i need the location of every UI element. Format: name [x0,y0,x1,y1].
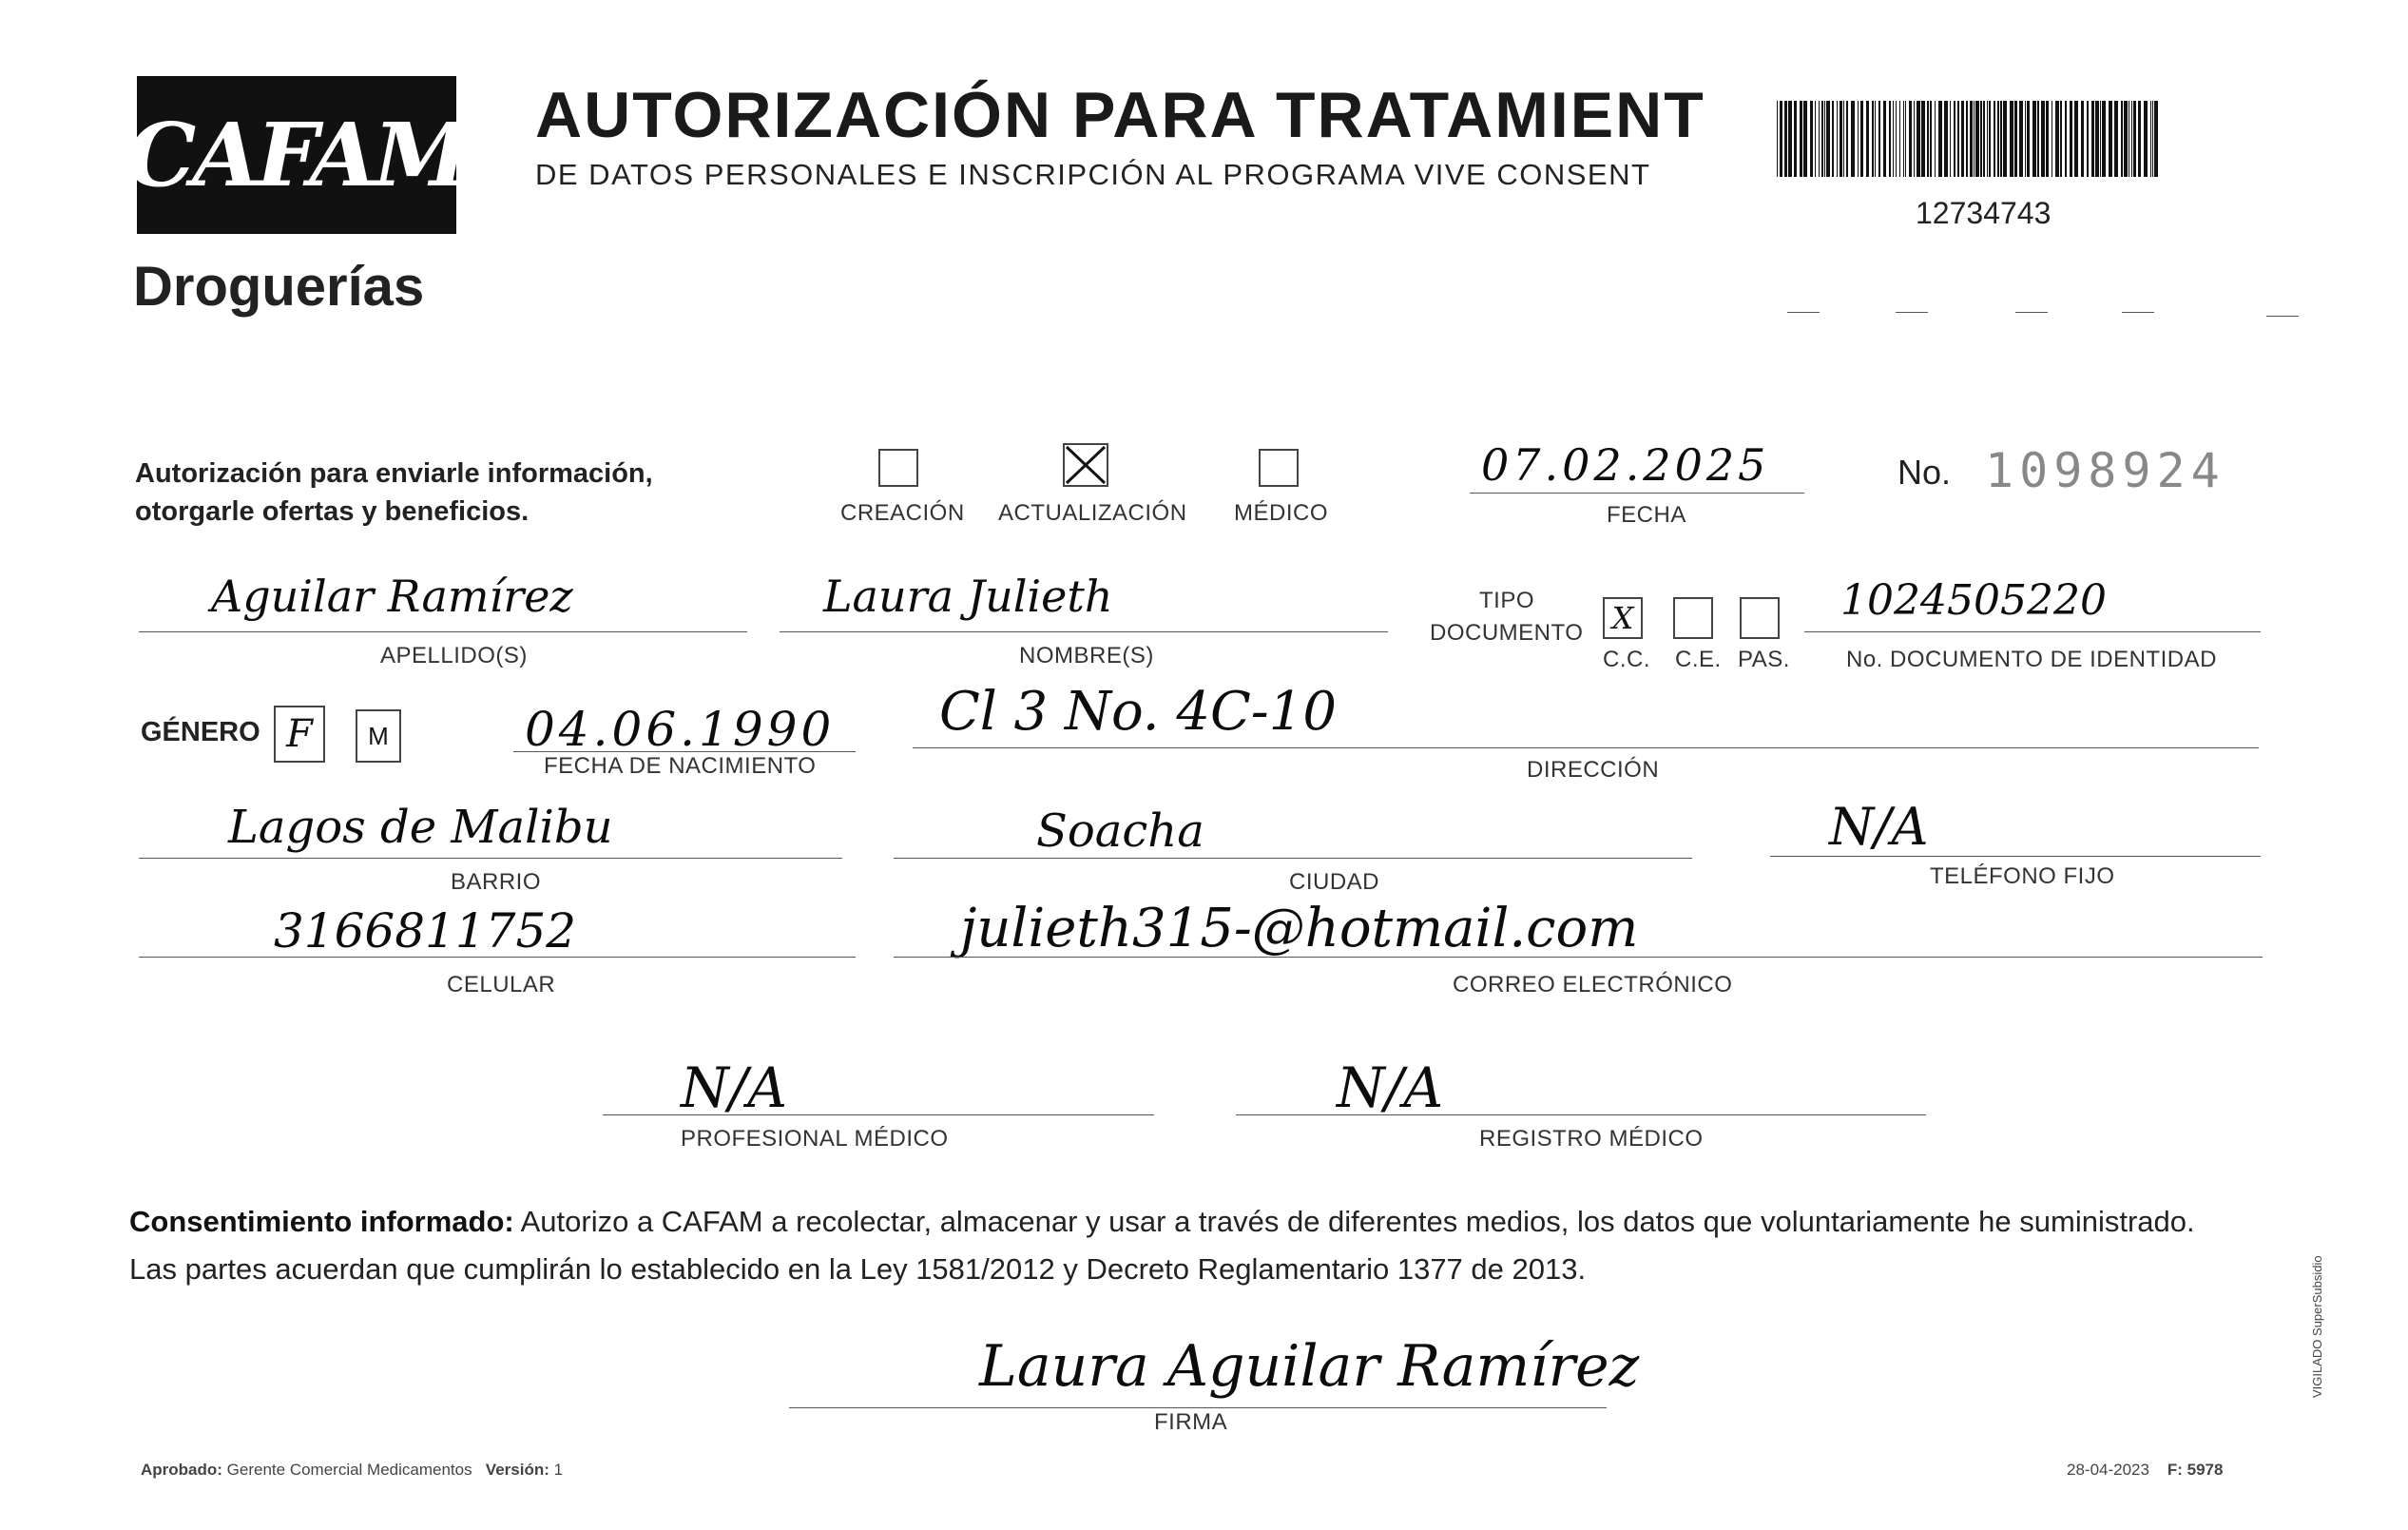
celular-label: CELULAR [447,972,556,997]
footer-approval [141,1461,563,1480]
barcode-bar [1846,101,1848,177]
barcode-bar [2003,101,2007,177]
barcode-bar [2102,101,2106,177]
nombre-value[interactable]: Laura Julieth [823,571,1113,622]
barcode-bar [1905,101,1906,177]
barcode-bar [1815,101,1816,177]
footer-date: 28-04-2023 [2067,1461,2149,1479]
barcode-bar [1784,101,1787,177]
ciudad-value[interactable]: Soacha [1036,804,1204,858]
intro-line-2: otorgarle ofertas y beneficios. [135,496,530,527]
nombre-label: NOMBRE(S) [1019,643,1154,668]
creacion-checkbox[interactable] [878,449,918,487]
barcode-bar [1914,101,1915,177]
dash-mark [2015,312,2048,313]
correo-value[interactable]: julieth315-@hotmail.com [960,898,1639,959]
barcode-bar [1896,101,1897,177]
barcode [1777,101,2159,177]
fecha-nacimiento-label: FECHA DE NACIMIENTO [544,753,817,779]
fecha-nacimiento-line [513,751,856,752]
barcode-bar [1903,101,1904,177]
actualizacion-label: ACTUALIZACIÓN [998,500,1187,526]
barcode-bar [2138,101,2141,177]
barcode-bar [1858,101,1859,177]
barcode-bar [1832,101,1834,177]
barcode-bar [2070,101,2072,177]
dash-mark [2122,312,2154,313]
barcode-bar [1980,101,1982,177]
barcode-bar [1957,101,1959,177]
barcode-bar [1935,101,1936,177]
brand-subtitle: Droguerías [133,256,425,318]
medico-checkbox[interactable] [1259,449,1299,487]
barcode-bar [1938,101,1942,177]
consent-line-1 [129,1198,2259,1246]
aprobado-value: Gerente Comercial Medicamentos [226,1461,472,1479]
registro-label: REGISTRO MÉDICO [1479,1126,1704,1152]
barcode-bar [1961,101,1964,177]
barcode-bar [2144,101,2148,177]
consent-line-2: Las partes acuerdan que cumplirán lo establecido en la Ley 1581/2012 y Decreto Reglamentario 1377 de 2013. [129,1252,1587,1286]
fecha-label: FECHA [1607,502,1686,528]
barcode-bar [1788,101,1792,177]
barcode-bar [1866,101,1869,177]
barcode-bar [1921,101,1925,177]
genero-label: GÉNERO [141,717,260,747]
telefono-line [1770,856,2261,857]
barcode-bar [2087,101,2089,177]
logo-text: CAFAM [126,104,467,206]
telefono-label: TELÉFONO FIJO [1930,863,2115,889]
doc-number-value[interactable]: 1024505220 [1840,576,2107,625]
version-label: Versión: [485,1461,549,1479]
barcode-bar [2010,101,2013,177]
intro-line-1: Autorización para enviarle información, [135,458,653,489]
actualizacion-checkbox[interactable] [1063,443,1108,487]
barcode-bar [1966,101,1968,177]
telefono-value[interactable]: N/A [1829,797,1929,857]
medico-label: MÉDICO [1234,500,1328,526]
barcode-bar [2037,101,2039,177]
barcode-bar [2055,101,2059,177]
dash-mark [2266,316,2299,317]
consent-bold: Consentimiento informado: [129,1205,514,1238]
doc-number-label: No. DOCUMENTO DE IDENTIDAD [1846,647,2217,672]
barcode-bar [1821,101,1823,177]
barcode-bar [2046,101,2049,177]
genero-m-checkbox[interactable]: M [356,709,401,763]
direccion-value[interactable]: Cl 3 No. 4C-10 [939,681,1337,743]
apellido-value[interactable]: Aguilar Ramírez [211,571,573,622]
barcode-bar [1780,101,1782,177]
barcode-bar [1994,101,1995,177]
barcode-bar [2000,101,2002,177]
barcode-bar [1930,101,1932,177]
barcode-bar [1917,101,1920,177]
cc-checkbox[interactable]: X [1603,597,1643,639]
barcode-bar [1899,101,1900,177]
barrio-label: BARRIO [451,869,542,895]
barcode-bar [1997,101,1999,177]
barcode-bar [2152,101,2153,177]
ciudad-line [894,858,1692,859]
form-title: AUTORIZACIÓN PARA TRATAMIENT [535,79,1705,151]
direccion-label: DIRECCIÓN [1527,757,1660,783]
barcode-bar [1883,101,1886,177]
intro-text [135,455,653,531]
barcode-bar [2109,101,2112,177]
ciudad-label: CIUDAD [1289,869,1380,895]
barcode-bar [1803,101,1807,177]
barcode-bar [1800,101,1802,177]
pas-label: PAS. [1738,647,1790,672]
barcode-bar [1777,101,1778,177]
celular-value[interactable]: 3166811752 [274,903,577,959]
barcode-bar [2032,101,2036,177]
barcode-bar [1909,101,1912,177]
fecha-value[interactable]: 07.02.2025 [1481,439,1770,491]
dash-mark [1896,312,1928,313]
signature[interactable]: Laura Aguilar Ramírez [979,1333,1640,1400]
barcode-bar [1872,101,1874,177]
barcode-bar [1944,101,1948,177]
profesional-value[interactable]: N/A [681,1056,788,1120]
barcode-bar [2124,101,2128,177]
barrio-value[interactable]: Lagos de Malibu [228,801,613,854]
vigilado-stamp [2301,1189,2339,1407]
form-code: F: 5978 [2167,1461,2224,1479]
barcode-bar [1878,101,1880,177]
barcode-bar [1826,101,1830,177]
barcode-bar [2150,101,2151,177]
firma-line [789,1407,1607,1408]
celular-line [139,957,856,958]
barcode-bar [1893,101,1894,177]
nombre-line [780,631,1388,632]
registro-value[interactable]: N/A [1337,1056,1444,1120]
tipo-doc-label-2: DOCUMENTO [1430,620,1584,646]
barcode-bar [2091,101,2094,177]
barcode-bar [1954,101,1955,177]
vigilado-text: VIGILADO SuperSubsidio [2310,1255,2324,1398]
firma-label: FIRMA [1154,1409,1228,1435]
direccion-line [913,747,2259,748]
barcode-bar [2065,101,2067,177]
creacion-label: CREACIÓN [840,500,965,526]
genero-f-checkbox[interactable]: F [274,706,325,763]
barcode-bar [2025,101,2026,177]
check-x-icon [1065,445,1107,485]
fecha-line [1470,493,1804,494]
profesional-label: PROFESIONAL MÉDICO [681,1126,949,1152]
ce-label: C.E. [1675,647,1722,672]
barcode-number: 12734743 [1916,196,2052,230]
doc-number-line [1804,631,2261,632]
correo-line [894,957,2263,958]
barcode-bar [2133,101,2136,177]
barcode-bar [2121,101,2123,177]
barcode-bar [1927,101,1929,177]
barcode-bar [2114,101,2118,177]
dash-mark [1787,312,1820,313]
barcode-bar [1819,101,1820,177]
apellido-line [139,631,747,632]
barcode-bar [2074,101,2078,177]
barcode-bar [2081,101,2084,177]
aprobado-label: Aprobado: [141,1461,222,1479]
cafam-logo [126,76,467,234]
profesional-line [603,1114,1154,1115]
barcode-bar [2100,101,2101,177]
number-label: No. [1898,453,1952,492]
pas-checkbox[interactable] [1740,597,1780,639]
form-subtitle: DE DATOS PERSONALES E INSCRIPCIÓN AL PROGRAMA VIVE CONSENT [535,158,1651,191]
barcode-bar [2060,101,2062,177]
number-value: 1098924 [1985,443,2225,498]
barcode-bar [1851,101,1855,177]
barcode-bar [2095,101,2099,177]
barcode-bar [1974,101,1975,177]
barcode-bar [1975,101,1979,177]
barcode-bar [2131,101,2132,177]
barcode-bar [2014,101,2017,177]
fecha-nacimiento-value[interactable]: 04.06.1990 [525,702,836,757]
barcode-bar [2154,101,2158,177]
consent-text [129,1198,2259,1293]
barcode-bar [1950,101,1951,177]
correo-label: CORREO ELECTRÓNICO [1453,972,1733,997]
footer-meta [2067,1461,2223,1480]
barcode-bar [1875,101,1876,177]
barrio-line [139,858,842,859]
barcode-bar [1983,101,1985,177]
consent-text-1: Autorizo a CAFAM a recolectar, almacenar y usar a través de diferentes medios, los datos que voluntariamente he suministrado. [513,1205,2195,1238]
version-value: 1 [553,1461,564,1479]
ce-checkbox[interactable] [1673,597,1713,639]
barcode-bar [1794,101,1797,177]
barcode-bar [1840,101,1842,177]
barcode-bar [1824,101,1825,177]
barcode-bar [1837,101,1838,177]
cc-label: C.C. [1603,647,1650,672]
barcode-bar [2019,101,2023,177]
barcode-bar [1843,101,1844,177]
barcode-bar [1970,101,1973,177]
barcode-bar [1889,101,1891,177]
barcode-bar [1987,101,1988,177]
barcode-bar [1860,101,1863,177]
registro-line [1236,1114,1926,1115]
barcode-bar [2027,101,2030,177]
barcode-bar [2041,101,2045,177]
barcode-bar [1810,101,1813,177]
tipo-doc-label-1: TIPO [1479,588,1535,613]
barcode-bar [1989,101,1991,177]
apellido-label: APELLIDO(S) [380,643,528,668]
